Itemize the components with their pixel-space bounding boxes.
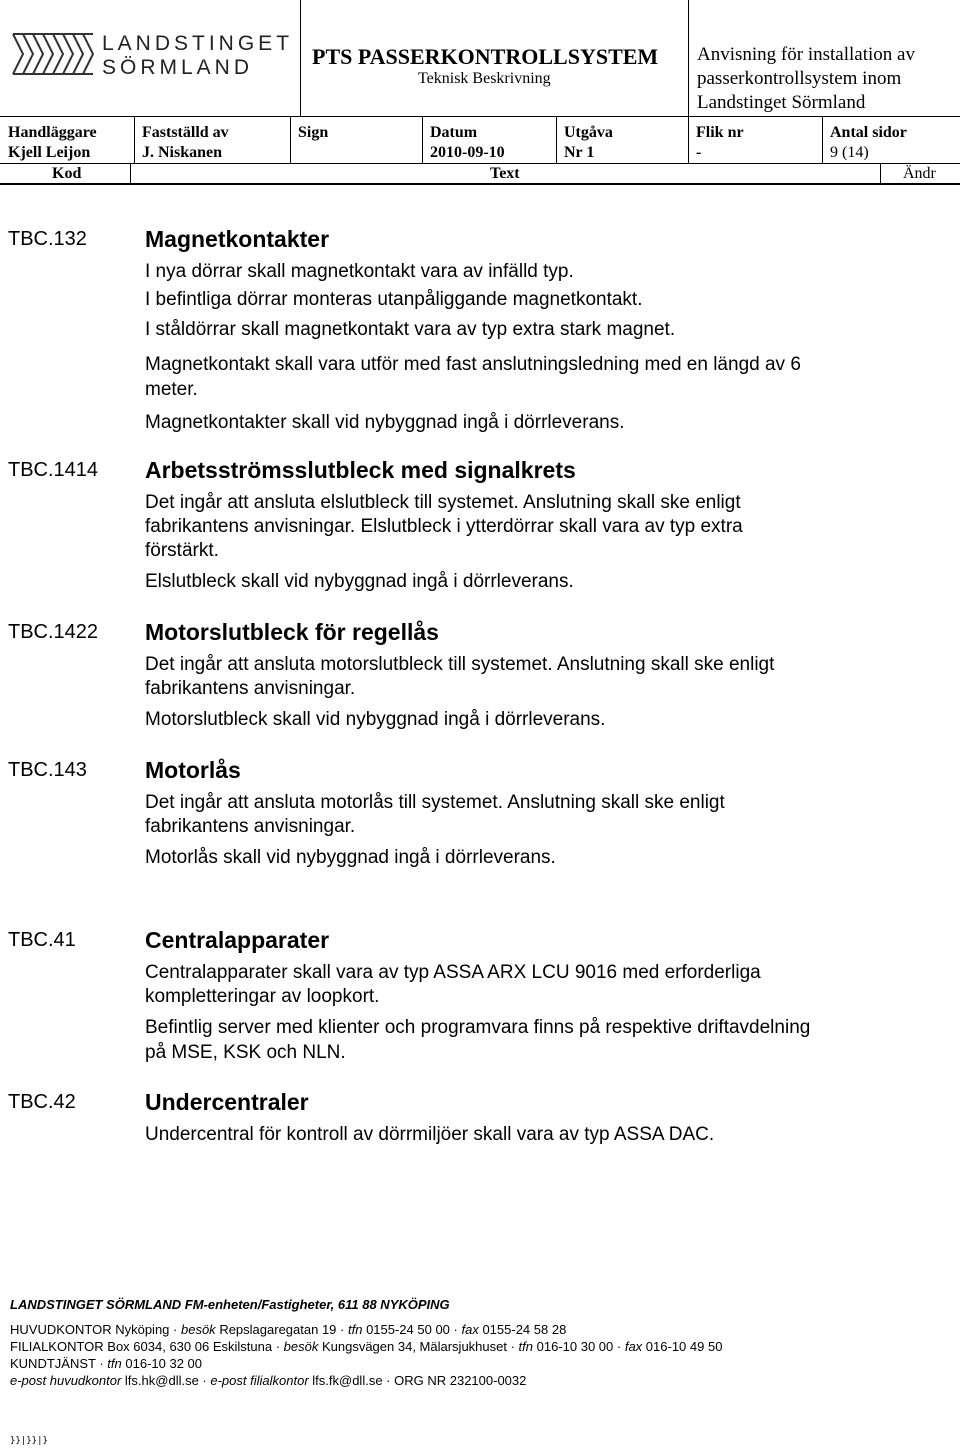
description-line: Landstinget Sörmland: [697, 92, 866, 113]
divider: [880, 163, 881, 183]
paragraph-line: Magnetkontakter skall vid nybyggnad ingå i dörrleverans.: [145, 412, 625, 433]
field-label-faststalld: Fastställd av: [142, 124, 229, 141]
email-link[interactable]: lfs.hk@dll.se: [124, 1373, 199, 1388]
footer-org: LANDSTINGET SÖRMLAND FM-enheten/Fastigheter, 611 88 NYKÖPING: [10, 1297, 450, 1312]
divider: [688, 116, 689, 163]
email-link[interactable]: lfs.fk@dll.se: [312, 1373, 383, 1388]
document-subtitle: Teknisk Beskrivning: [418, 70, 551, 87]
paragraph-line: Undercentral för kontroll av dörrmiljöer skall vara av typ ASSA DAC.: [145, 1124, 715, 1145]
footer-text: e-post filialkontor: [210, 1373, 309, 1388]
footer-text: tfn: [518, 1339, 534, 1354]
field-label-datum: Datum: [430, 124, 478, 141]
section-code: TBC.1422: [8, 621, 99, 643]
section-heading: Motorlås: [145, 757, 241, 783]
paragraph-line: I befintliga dörrar monteras utanpåliggande magnetkontakt.: [145, 289, 643, 310]
divider: [130, 163, 131, 183]
footer-line-filialkontor: FILIALKONTOR Box 6034, 630 06 Eskilstuna · besök Kungsvägen 34, Mälarsjukhuset · tfn 016-10 30 00 · fax 016-10 49 50: [10, 1339, 723, 1354]
text-column-label: Text: [490, 165, 520, 182]
divider: [290, 116, 291, 163]
footer-text: besök: [180, 1322, 216, 1337]
section-heading: Arbetsströmsslutbleck med signalkrets: [145, 457, 576, 483]
paragraph-line: I ståldörrar skall magnetkontakt vara av typ extra stark magnet.: [145, 319, 676, 340]
field-label-utgava: Utgåva: [564, 124, 613, 141]
paragraph-line: fabrikantens anvisningar. Elslutbleck i ytterdörrar skall vara av typ extra: [145, 516, 743, 537]
paragraph-line: fabrikantens anvisningar.: [145, 816, 356, 837]
paragraph-line: förstärkt.: [145, 540, 219, 561]
section-heading: Centralapparater: [145, 927, 330, 953]
section-heading: Magnetkontakter: [145, 226, 330, 252]
footer-text: HUVUDKONTOR Nyköping: [10, 1322, 170, 1337]
paragraph-line: på MSE, KSK och NLN.: [145, 1042, 346, 1063]
document-title: PTS PASSERKONTROLLSYSTEM: [312, 44, 659, 69]
footer-text: fax: [461, 1322, 479, 1337]
divider: [0, 116, 960, 117]
paragraph-line: Det ingår att ansluta motorslutbleck till systemet. Anslutning skall ske enligt: [145, 654, 775, 675]
footer-text: Kungsvägen 34, Mälarsjukhuset: [321, 1339, 507, 1354]
section-heading: Motorslutbleck för regellås: [145, 619, 439, 645]
section-code: TBC.1414: [8, 459, 99, 481]
paragraph-line: kompletteringar av loopkort.: [145, 986, 380, 1007]
field-value-datum: 2010-09-10: [430, 144, 505, 161]
logo-emblem-icon: [8, 24, 98, 84]
footer-text: tfn: [107, 1356, 122, 1371]
divider: [556, 116, 557, 163]
field-value-antal-sidor: 9 (14): [830, 144, 869, 161]
description-line: passerkontrollsystem inom: [697, 68, 902, 89]
footer-text: 016-10 30 00: [536, 1339, 614, 1354]
paragraph-line: Elslutbleck skall vid nybyggnad ingå i dörrleverans.: [145, 571, 574, 592]
footer-line-huvudkontor: HUVUDKONTOR Nyköping · besök Repslagaregatan 19 · tfn 0155-24 50 00 · fax 0155-24 58 28: [10, 1322, 567, 1337]
footer-text: fax: [624, 1339, 643, 1354]
field-label-antal-sidor: Antal sidor: [830, 124, 907, 141]
footer-text: 016-10 49 50: [645, 1339, 723, 1354]
section-heading: Undercentraler: [145, 1089, 309, 1115]
field-value-utgava: Nr 1: [564, 144, 595, 161]
divider: [688, 0, 689, 116]
field-value-flik: -: [696, 144, 702, 161]
footer-text: 0155-24 58 28: [482, 1322, 567, 1337]
footer-text: Repslagaregatan 19: [219, 1322, 337, 1337]
footer-text: KUNDTJÄNST: [10, 1356, 96, 1371]
section-code: TBC.41: [8, 929, 76, 951]
footer-text: 016-10 32 00: [125, 1356, 202, 1371]
divider: [0, 183, 960, 185]
logo-text-line2: SÖRMLAND: [102, 56, 254, 79]
paragraph-line: Motorlås skall vid nybyggnad ingå i dörrleverans.: [145, 847, 556, 868]
andr-column-label: Ändr: [903, 165, 936, 182]
footer-line-epost: e-post huvudkontor lfs.hk@dll.se · e-post filialkontor lfs.fk@dll.se · ORG NR 232100-0032: [10, 1373, 527, 1388]
section-code: TBC.143: [8, 759, 87, 781]
footer-text: FILIALKONTOR Box 6034, 630 06 Eskilstuna: [10, 1339, 273, 1354]
section-code: TBC.132: [8, 228, 87, 250]
divider: [422, 116, 423, 163]
paragraph-line: Befintlig server med klienter och programvara finns på respektive driftavdelning: [145, 1017, 811, 1038]
field-label-flik: Flik nr: [696, 124, 744, 141]
paragraph-line: Det ingår att ansluta motorlås till systemet. Anslutning skall ske enligt: [145, 792, 725, 813]
field-label-sign: Sign: [298, 124, 329, 141]
footer-tag: }}|}}|}: [10, 1436, 48, 1446]
paragraph-line: fabrikantens anvisningar.: [145, 678, 356, 699]
kod-column-label: Kod: [52, 165, 82, 182]
footer-text: e-post huvudkontor: [10, 1373, 122, 1388]
divider: [134, 116, 135, 163]
field-label-handlaggare: Handläggare: [8, 124, 97, 141]
paragraph-line: Magnetkontakt skall vara utför med fast anslutningsledning med en längd av 6: [145, 354, 801, 375]
paragraph-line: Motorslutbleck skall vid nybyggnad ingå i dörrleverans.: [145, 709, 606, 730]
description-line: Anvisning för installation av: [697, 44, 915, 65]
field-value-handlaggare: Kjell Leijon: [8, 144, 91, 161]
paragraph-line: Det ingår att ansluta elslutbleck till systemet. Anslutning skall ske enligt: [145, 492, 741, 513]
paragraph-line: I nya dörrar skall magnetkontakt vara av infälld typ.: [145, 261, 574, 282]
footer-text: ORG NR 232100-0032: [394, 1373, 527, 1388]
section-code: TBC.42: [8, 1091, 76, 1113]
divider: [822, 116, 823, 163]
divider: [0, 163, 960, 164]
footer-text: besök: [283, 1339, 319, 1354]
logo-text-line1: LANDSTINGET: [102, 32, 294, 55]
paragraph-line: meter.: [145, 379, 198, 400]
footer-line-kundtjanst: KUNDTJÄNST · tfn 016-10 32 00: [10, 1356, 202, 1371]
field-value-faststalld: J. Niskanen: [142, 144, 223, 161]
divider: [300, 0, 301, 116]
paragraph-line: Centralapparater skall vara av typ ASSA ARX LCU 9016 med erforderliga: [145, 962, 761, 983]
footer-text: 0155-24 50 00: [366, 1322, 450, 1337]
footer-text: tfn: [347, 1322, 363, 1337]
